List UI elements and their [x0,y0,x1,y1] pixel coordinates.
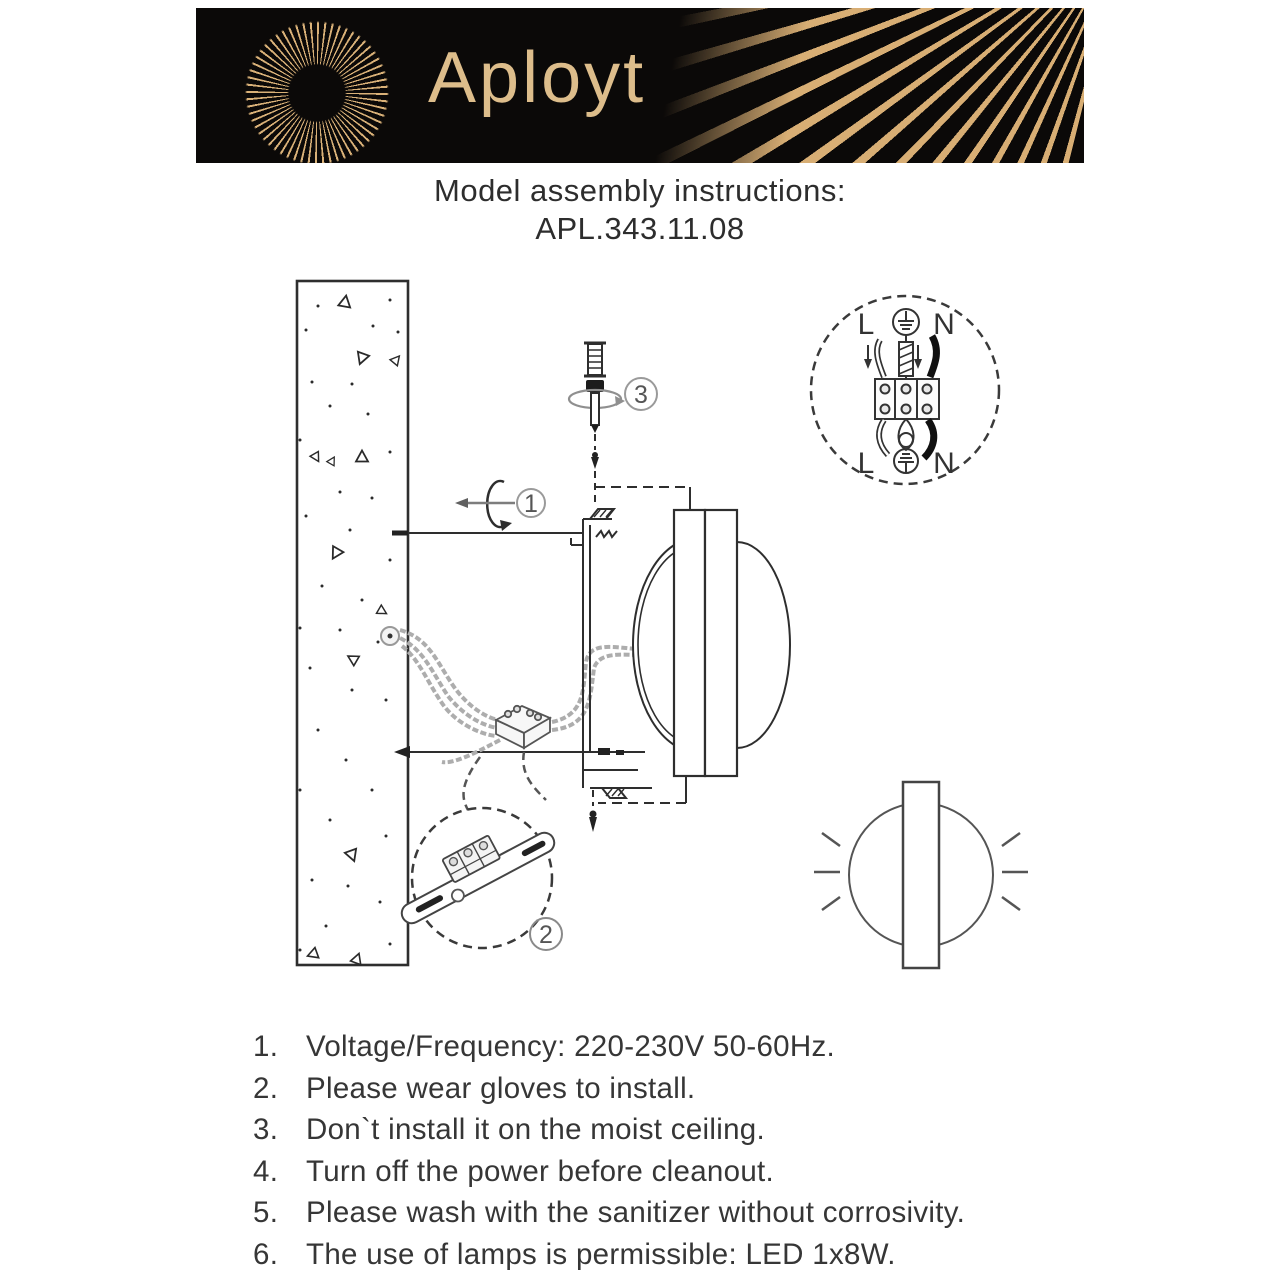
callout-3-label: 3 [634,381,648,409]
instruction-text: The use of lamps is permissible: LED 1x8W. [306,1237,896,1271]
earth-wire [899,335,913,379]
wall-section [297,281,408,965]
terminal-block [496,706,550,748]
instruction-text: Please wear gloves to install. [306,1071,696,1105]
neutral-wire [930,336,936,377]
instruction-number: 3. [253,1113,279,1146]
brand-name: Aployt [428,38,647,118]
instruction-list [253,1026,965,1275]
instruction-number: 6. [253,1237,279,1271]
instruction-number: 5. [253,1196,279,1229]
lamp-side-view [589,510,790,832]
instruction-text: Don`t install it on the moist ceiling. [306,1113,766,1146]
callout-1 [455,481,545,531]
model-code: APL.343.11.08 [535,211,745,246]
instruction-item [253,1192,965,1234]
callout-2-label: 2 [539,921,553,949]
detail-leader-lines [464,752,546,810]
callout-3 [625,378,657,410]
wiring-detail-circle [811,296,999,484]
lamp-front-view [814,782,1028,968]
instruction-text: Turn off the power before cleanout. [306,1154,775,1188]
earth-symbol-bottom [894,449,918,473]
detail-circle-2 [387,808,562,950]
concrete-dots [299,299,400,952]
wiring-terminal-strip [875,379,939,419]
instruction-number: 2. [253,1071,279,1105]
instruction-item [253,1234,965,1276]
wiring-label-top-right: N [933,308,955,341]
callout-1-label: 1 [524,490,538,518]
page-title: Model assembly instructions: [434,173,846,208]
wiring-label-top-left: L [857,308,875,341]
instruction-item [253,1026,965,1068]
instruction-number: 4. [253,1154,279,1188]
instruction-item [253,1151,965,1193]
wiring-label-bottom-right: N [933,447,955,480]
instruction-item [253,1068,965,1110]
callout-2 [530,918,562,950]
fixing-screw-top [569,343,690,510]
instruction-text: Voltage/Frequency: 220-230V 50-60Hz. [306,1030,836,1063]
instruction-number: 1. [253,1030,279,1063]
earth-symbol-top [893,309,919,335]
instruction-text: Please wash with the sanitizer without corrosivity. [306,1196,966,1229]
wiring-label-bottom-left: L [857,447,875,480]
instruction-item [253,1109,965,1151]
